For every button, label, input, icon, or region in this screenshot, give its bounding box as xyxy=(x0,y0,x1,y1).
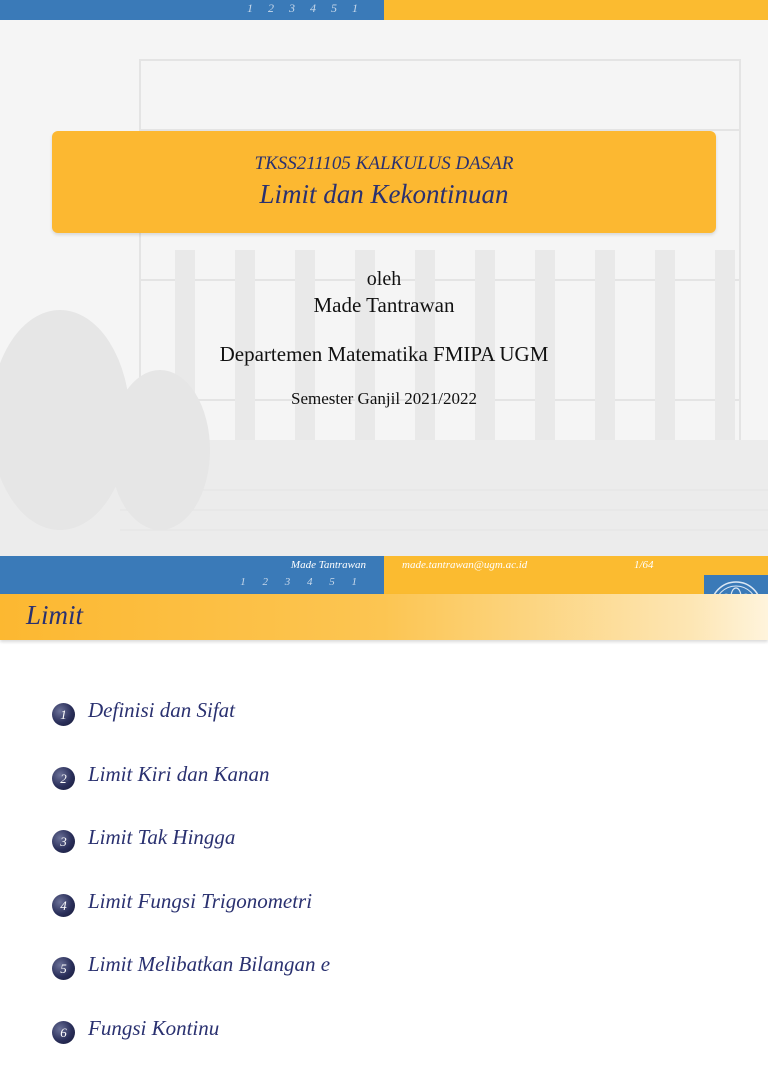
by-label: oleh xyxy=(366,268,402,290)
toc-number-bullet: 3 xyxy=(52,830,75,853)
footer-email: made.tantrawan@ugm.ac.id xyxy=(402,559,528,571)
presentation-title: Limit dan Kekontinuan xyxy=(259,179,509,209)
slide-title: Limit xyxy=(26,600,84,630)
toc-number-bullet: 6 xyxy=(52,1021,75,1044)
toc-number-bullet: 4 xyxy=(52,894,75,917)
top-nav-strip xyxy=(0,0,768,20)
top-strip-blue xyxy=(0,0,384,20)
footer-nav-numbers[interactable]: 1 2 3 4 5 1 xyxy=(240,576,364,588)
toc-label[interactable]: Definisi dan Sifat xyxy=(88,698,235,722)
toc-number-bullet: 5 xyxy=(52,957,75,980)
slide-header xyxy=(0,594,768,640)
toc-label[interactable]: Fungsi Kontinu xyxy=(88,1015,220,1040)
toc-number-bullet: 2 xyxy=(52,767,75,790)
course-code: TKSS211105 KALKULUS DASAR xyxy=(254,153,514,174)
section-nav-numbers[interactable]: 1 2 3 4 5 1 xyxy=(247,1,364,15)
semester: Semester Ganjil 2021/2022 xyxy=(290,389,478,408)
toc-label[interactable]: Limit Tak Hingga xyxy=(88,825,236,849)
slide-footer xyxy=(0,556,768,594)
footer-author: Made Tantrawan xyxy=(290,559,366,571)
toc-label[interactable]: Limit Melibatkan Bilangan e xyxy=(88,952,331,976)
toc-label[interactable]: Limit Kiri dan Kanan xyxy=(88,761,270,786)
toc-number-bullet: 1 xyxy=(52,703,75,726)
author-name: Made Tantrawan xyxy=(313,293,455,317)
title-box xyxy=(52,131,716,233)
institution: Departemen Matematika FMIPA UGM xyxy=(219,342,549,366)
page-number: 1/64 xyxy=(634,559,654,571)
footer-blue-panel xyxy=(0,556,384,594)
top-strip-yellow xyxy=(384,0,768,20)
toc-label[interactable]: Limit Fungsi Trigonometri xyxy=(88,888,313,913)
author-block xyxy=(0,268,768,409)
